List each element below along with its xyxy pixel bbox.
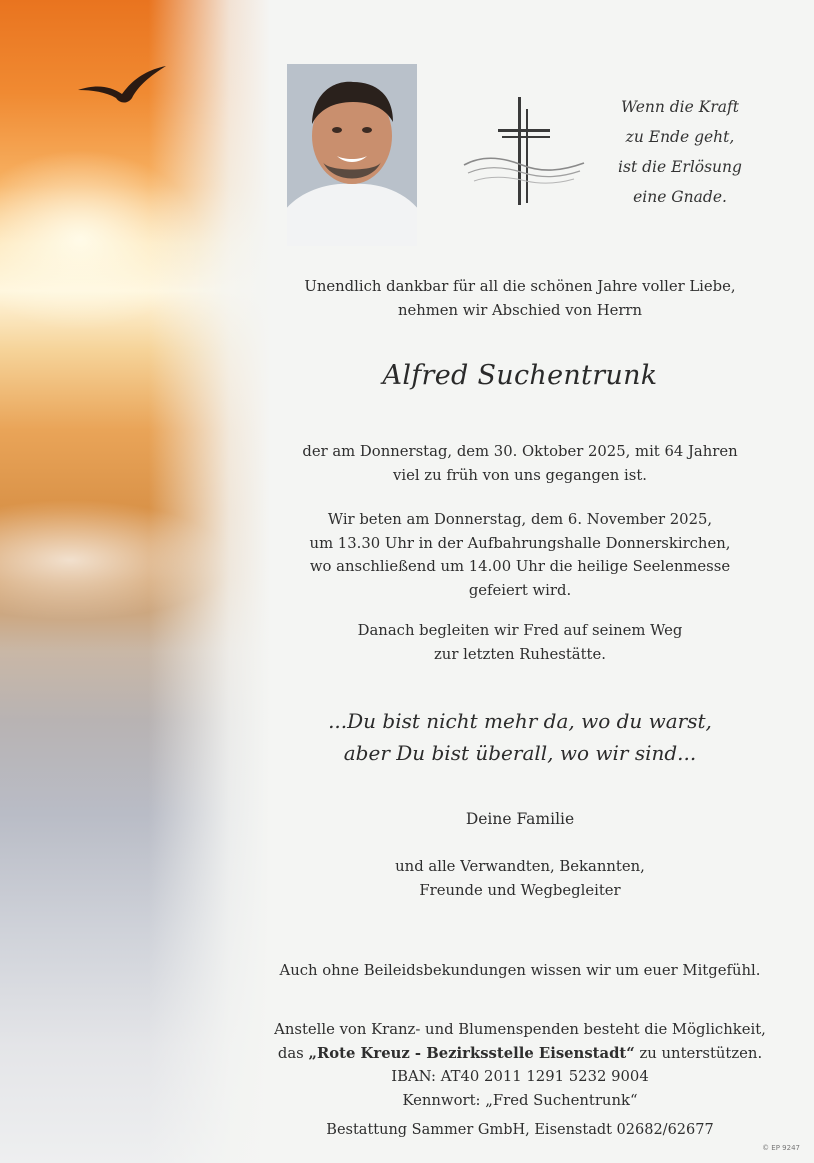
donation-line: Anstelle von Kranz- und Blumenspenden besteht die Möglichkeit, bbox=[274, 1021, 766, 1038]
quote-line: aber Du bist überall, wo wir sind... bbox=[343, 741, 697, 765]
intro-text bbox=[250, 275, 790, 322]
donation-organization: „Rote Kreuz - Bezirksstelle Eisenstadt“ bbox=[308, 1044, 635, 1062]
relatives-line: Freunde und Wegbegleiter bbox=[419, 881, 621, 899]
donation-info bbox=[250, 1018, 790, 1112]
death-notice-line: viel zu früh von uns gegangen ist. bbox=[393, 466, 647, 484]
deceased-name: Alfred Suchentrunk bbox=[382, 360, 658, 391]
death-notice bbox=[250, 440, 790, 487]
intro-line: nehmen wir Abschied von Herrn bbox=[397, 301, 643, 319]
donation-keyword: Kennwort: „Fred Suchentrunk“ bbox=[402, 1091, 638, 1109]
funeral-home-footer: Bestattung Sammer GmbH, Eisenstadt 02682/62677 bbox=[326, 1122, 714, 1138]
donation-suffix: zu unterstützen. bbox=[639, 1044, 763, 1062]
motto-verse bbox=[590, 92, 770, 212]
memorial-quote bbox=[250, 705, 790, 769]
prayer-line: wo anschließend um 14.00 Uhr die heilige Seelenmesse bbox=[309, 558, 731, 575]
prayer-line: Wir beten am Donnerstag, dem 6. November 2025, bbox=[327, 511, 713, 528]
sunset-sea-background bbox=[0, 0, 270, 1163]
prayer-line: um 13.30 Uhr in der Aufbahrungshalle Donnerskirchen, bbox=[309, 534, 731, 552]
quote-line: ...Du bist nicht mehr da, wo du warst, bbox=[328, 709, 712, 733]
death-notice-line: der am Donnerstag, dem 30. Oktober 2025, mit 64 Jahren bbox=[302, 443, 738, 460]
donation-line bbox=[250, 1042, 790, 1066]
condolences-text: Auch ohne Beileidsbekundungen wissen wir um euer Mitgefühl. bbox=[279, 962, 761, 979]
cross-icon bbox=[462, 95, 586, 207]
motto-line: Wenn die Kraft bbox=[621, 98, 739, 116]
burial-line: zur letzten Ruhestätte. bbox=[434, 645, 606, 663]
motto-line: eine Gnade. bbox=[633, 188, 727, 206]
prayer-details bbox=[250, 508, 790, 602]
intro-line: Unendlich dankbar für all die schönen Jahre voller Liebe, bbox=[304, 278, 736, 295]
relatives-text bbox=[250, 855, 790, 902]
portrait-photo bbox=[287, 64, 417, 246]
burial-text bbox=[250, 619, 790, 666]
donation-prefix: das bbox=[277, 1044, 304, 1062]
burial-line: Danach begleiten wir Fred auf seinem Weg bbox=[357, 622, 683, 639]
print-code: © EP 9247 bbox=[762, 1144, 800, 1152]
family-signature: Deine Familie bbox=[465, 810, 575, 828]
relatives-line: und alle Verwandten, Bekannten, bbox=[395, 858, 645, 875]
seagull-icon bbox=[76, 62, 168, 108]
motto-line: zu Ende geht, bbox=[625, 128, 735, 146]
prayer-line: gefeiert wird. bbox=[468, 581, 572, 599]
donation-iban: IBAN: AT40 2011 1291 5232 9004 bbox=[391, 1068, 649, 1085]
motto-line: ist die Erlösung bbox=[618, 158, 742, 176]
